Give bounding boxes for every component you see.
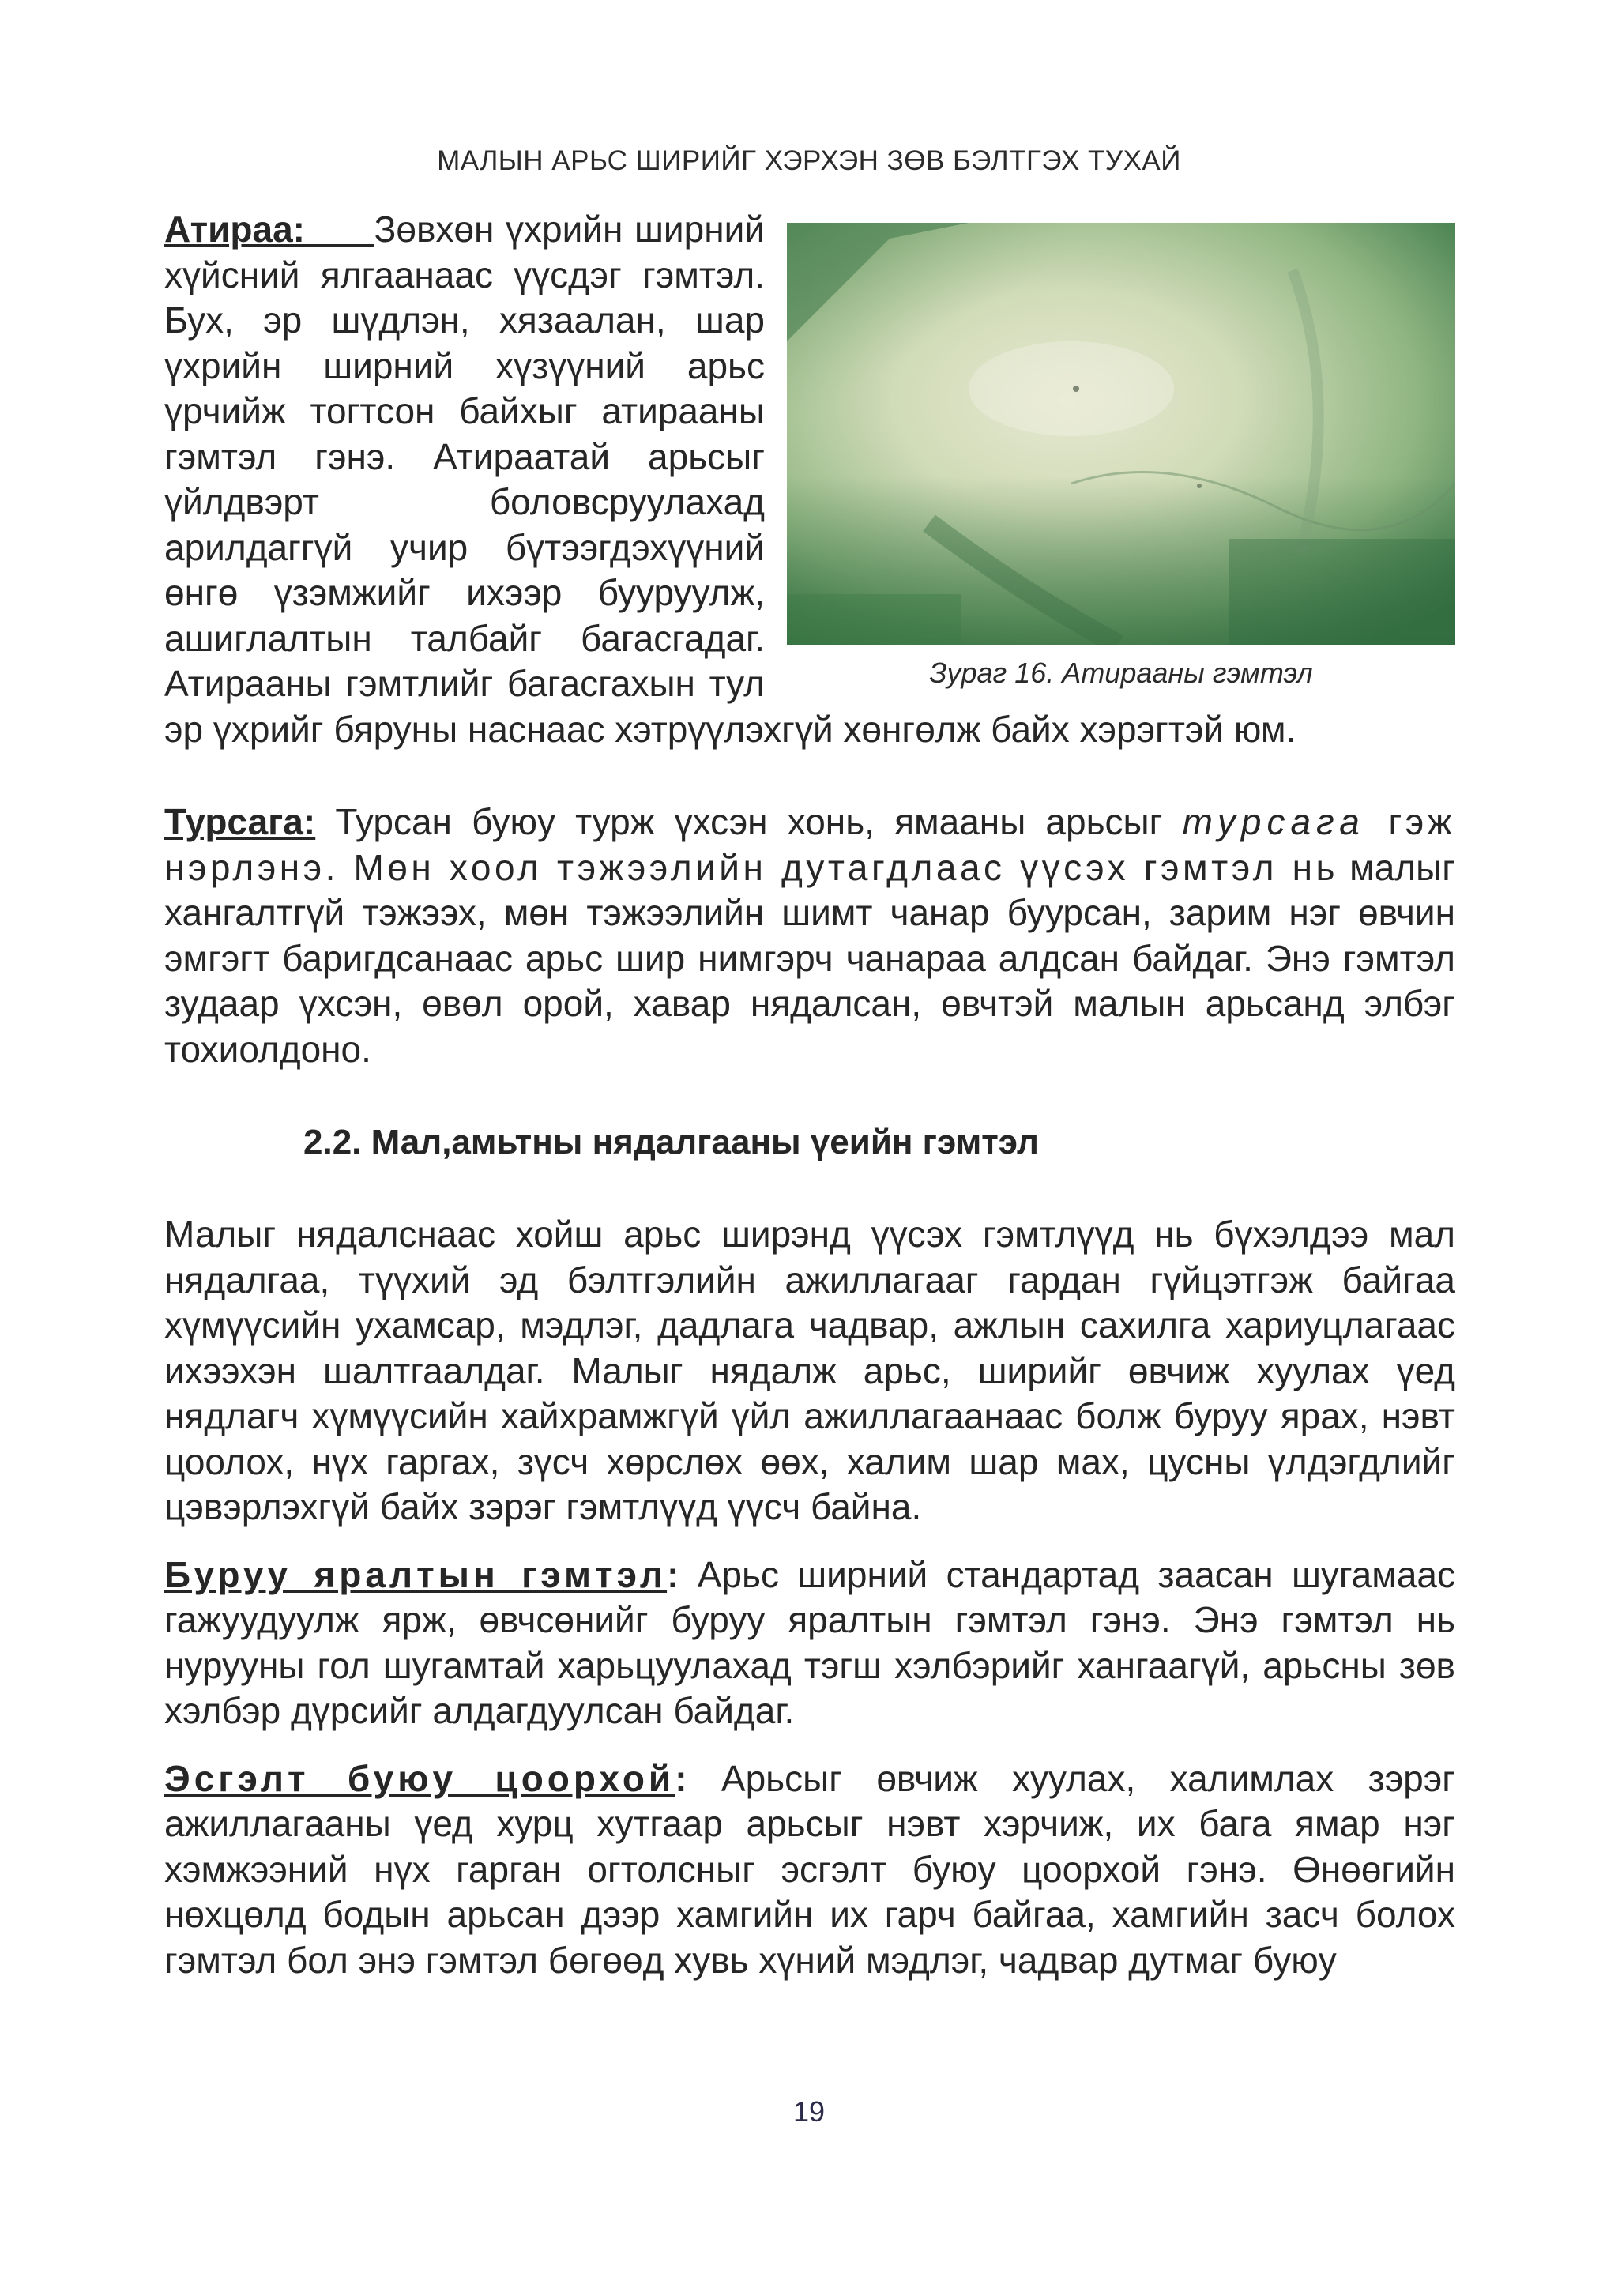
figure-caption: Зураг 16. Атирааны гэмтэл [929, 657, 1313, 689]
spacer [164, 752, 1455, 800]
paragraph-intro [164, 1212, 1455, 1530]
figure-16 [787, 223, 1455, 691]
page-content [164, 207, 1455, 1983]
term-esgelt: Эсгэлт буюу цоорхой [164, 1757, 675, 1799]
buruu-text: Арьс ширний стандартад заасан шугамаас гажуудуулж ярж, өвчсөнийг буруу яралтын гэмтэл гэнэ. Энэ гэмтэл нь нурууны гол шугамтай харьцуулахад тэгш хэлбэрийг хангаагүй, арьсны зөв хэлбэр дүрсийг алдагдуулсан байдаг. [164, 1553, 1456, 1731]
paragraph-buruu [164, 1553, 1455, 1734]
paragraph-tursaga [164, 800, 1455, 1072]
term-buruu-colon: : [667, 1553, 679, 1595]
spacer [164, 1165, 1455, 1212]
term-buruu: Буруу яралтын гэмтэл [164, 1553, 668, 1595]
term-esgelt-colon: : [675, 1757, 687, 1799]
spacer [164, 1072, 1455, 1120]
tursaga-italic-word: турсага [1182, 801, 1365, 842]
term-atiraa: Атираа: [164, 209, 374, 250]
tursaga-text-2: гэж нэрлэнэ. Мөн хоол тэжээлийн дутагдлаас үүсэх гэмтэл нь [164, 801, 1455, 888]
paragraph-esgelt [164, 1756, 1455, 1984]
spacer [164, 1734, 1455, 1756]
esgelt-text: Арьсыг өвчиж хуулах, халимлах зэрэг ажиллагааны үед хурц хутгаар арьсыг нэвт хэрчиж, их бага ямар нэг хэмжээний нүх гарган огтолсныг эсгэлт буюу цоорхой гэнэ. Өнөөгийн нөхцөлд бодын арьсан дээр хамгийн их гарч байгаа, хамгийн засч болох гэмтэл бол энэ гэмтэл бөгөөд хувь хүний мэдлэг, чадвар дутмаг буюу [164, 1757, 1455, 1981]
tursaga-text-1: Турсан буюу турж үхсэн хонь, ямааны арьсыг [315, 801, 1183, 842]
intro-text: Малыг нядалснаас хойш арьс ширэнд үүсэх гэмтлүүд нь бүхэлдээ мал нядалгаа, түүхий эд бэлтгэлийн ажиллагааг гардан гүйцэтгэж байгаа хүмүүсийн ухамсар, мэдлэг, дадлага чадвар, ажлын сахилга хариуцлагаас ихээхэн шалтгаалдаг. Малыг нядалж арьс, ширийг өвчиж хуулах үед нядлагч хүмүүсийн хайхрамжгүй үйл ажиллагаанаас болж буруу ярах, нэвт цоолох, нүх гаргах, зүсч хөрслөх өөх, халим шар мах, цусны үлдэгдлийг цэвэрлэхгүй байх зэрэг гэмтлүүд үүсч байна. [164, 1214, 1455, 1527]
term-tursaga: Турсага: [164, 801, 316, 842]
section-heading: 2.2. Мал,амьтны нядалгааны үеийн гэмтэл [303, 1123, 1039, 1161]
running-header: МАЛЫН АРЬС ШИРИЙГ ХЭРХЭН ЗӨВ БЭЛТГЭХ ТУХАЙ [437, 145, 1181, 176]
atiraa-text: Зөвхөн үхрийн ширний хүйсний ялгаанаас үүсдэг гэмтэл. Бух, эр шүдлэн, хязаалан, шар үхрийн ширний хүзүүний арьс үрчийж тогтсон байхыг атирааны гэмтэл гэнэ. Атираатай арьсыг үйлдвэрт боловсруулахад арилдаггүй учир бүтээгдэхүүний өнгө үзэмжийг ихээр бууруулж, ашиглалтын талбайг багасгадаг. Атирааны гэмтлийг багасгахын тул эр үхрийг бяруны наснаас хэтрүүлэхгүй хөнгөлж байх хэрэгтэй юм. [164, 209, 1296, 750]
spacer [164, 1530, 1455, 1553]
tursaga-text-3: малыг хангалтгүй тэжээх, мөн тэжээлийн шимт чанар буурсан, зарим нэг өвчин эмгэгт баригдсанаас арьс шир нимгэрч чанараа алдсан байдаг. Энэ гэмтэл зудаар үхсэн, өвөл орой, хавар нядалсан, өвчтэй малын арьсанд элбэг тохиолдоно. [164, 846, 1455, 1070]
page-number: 19 [792, 2095, 826, 2128]
hide-photo-image [787, 223, 1455, 645]
